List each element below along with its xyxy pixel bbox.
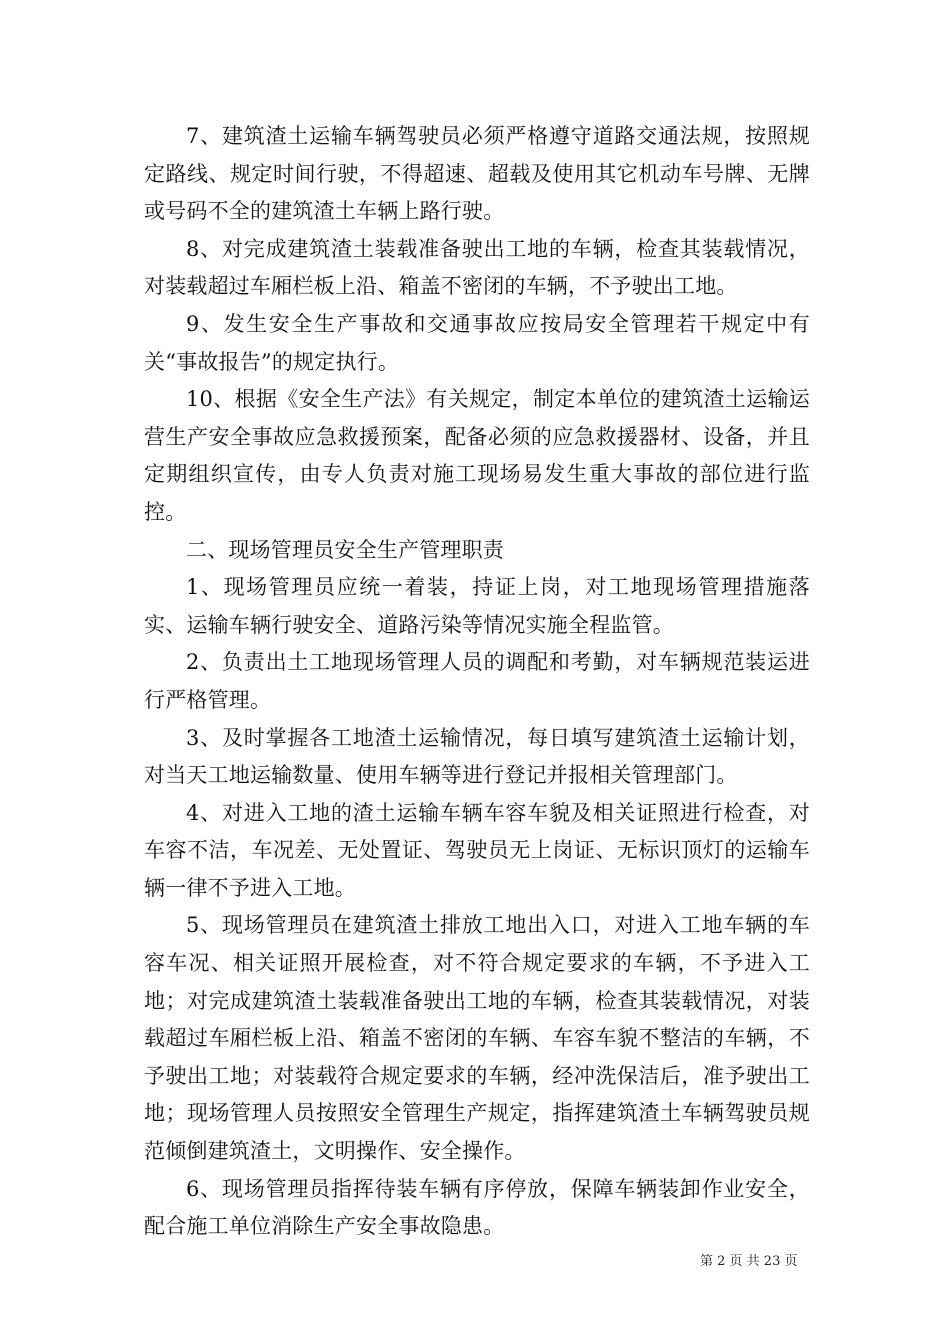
paragraph-item-3: 3、及时掌握各工地渣土运输情况，每日填写建筑渣土运输计划，对当天工地运输数量、使用车辆等进行登记并报相关管理部门。: [144, 725, 810, 788]
paragraph-item-1: 1、现场管理员应统一着装，持证上岗，对工地现场管理措施落实、运输车辆行驶安全、道路污染等情况实施全程监管。: [144, 575, 810, 637]
section-heading: 二、现场管理员安全生产管理职责: [186, 537, 504, 562]
paragraph-item-5: 5、现场管理员在建筑渣土排放工地出入口，对进入工地车辆的车容车况、相关证照开展检查，对不符合规定要求的车辆，不予进入工地；对完成建筑渣土装载准备驶出工地的车辆，检查其装载情况，对装载超过车厢栏板上沿、箱盖不密闭的车辆、车容车貌不整洁的车辆，不予驶出工地；对装载符合规定要求的车辆，经冲洗保洁后，准予驶出工地；现场管理人员按照安全管理生产规定，指挥建筑渣土车辆驾驶员规范倾倒建筑渣土，文明操作、安全操作。: [144, 913, 810, 1164]
paragraph-item-10: 10、根据《安全生产法》有关规定，制定本单位的建筑渣土运输运营生产安全事故应急救援预案，配备必须的应急救援器材、设备，并且定期组织宣传，由专人负责对施工现场易发生重大事故的部位进行监控。: [144, 387, 810, 524]
paragraph-item-9: 9、发生安全生产事故和交通事故应按局安全管理若干规定中有关“事故报告”的规定执行。: [144, 311, 810, 374]
paragraph-item-7: 7、建筑渣土运输车辆驾驶员必须严格遵守道路交通法规，按照规定路线、规定时间行驶，不得超速、超载及使用其它机动车号牌、无牌或号码不全的建筑渣土车辆上路行驶。: [144, 124, 810, 224]
document-body: [144, 118, 810, 1246]
paragraph-item-4: 4、对进入工地的渣土运输车辆车容车貌及相关证照进行检查，对车容不洁，车况差、无处置证、驾驶员无上岗证、无标识顶灯的运输车辆一律不予进入工地。: [144, 800, 810, 900]
paragraph-item-2: 2、负责出土工地现场管理人员的调配和考勤，对车辆规范装运进行严格管理。: [144, 650, 810, 712]
paragraph-item-8: 8、对完成建筑渣土装载准备驶出工地的车辆，检查其装载情况，对装载超过车厢栏板上沿、箱盖不密闭的车辆，不予驶出工地。: [144, 236, 810, 299]
paragraph-item-6: 6、现场管理员指挥待装车辆有序停放，保障车辆装卸作业安全，配合施工单位消除生产安全事故隐患。: [144, 1176, 810, 1239]
page-number-footer: 第 2 页 共 23 页: [700, 1254, 798, 1269]
